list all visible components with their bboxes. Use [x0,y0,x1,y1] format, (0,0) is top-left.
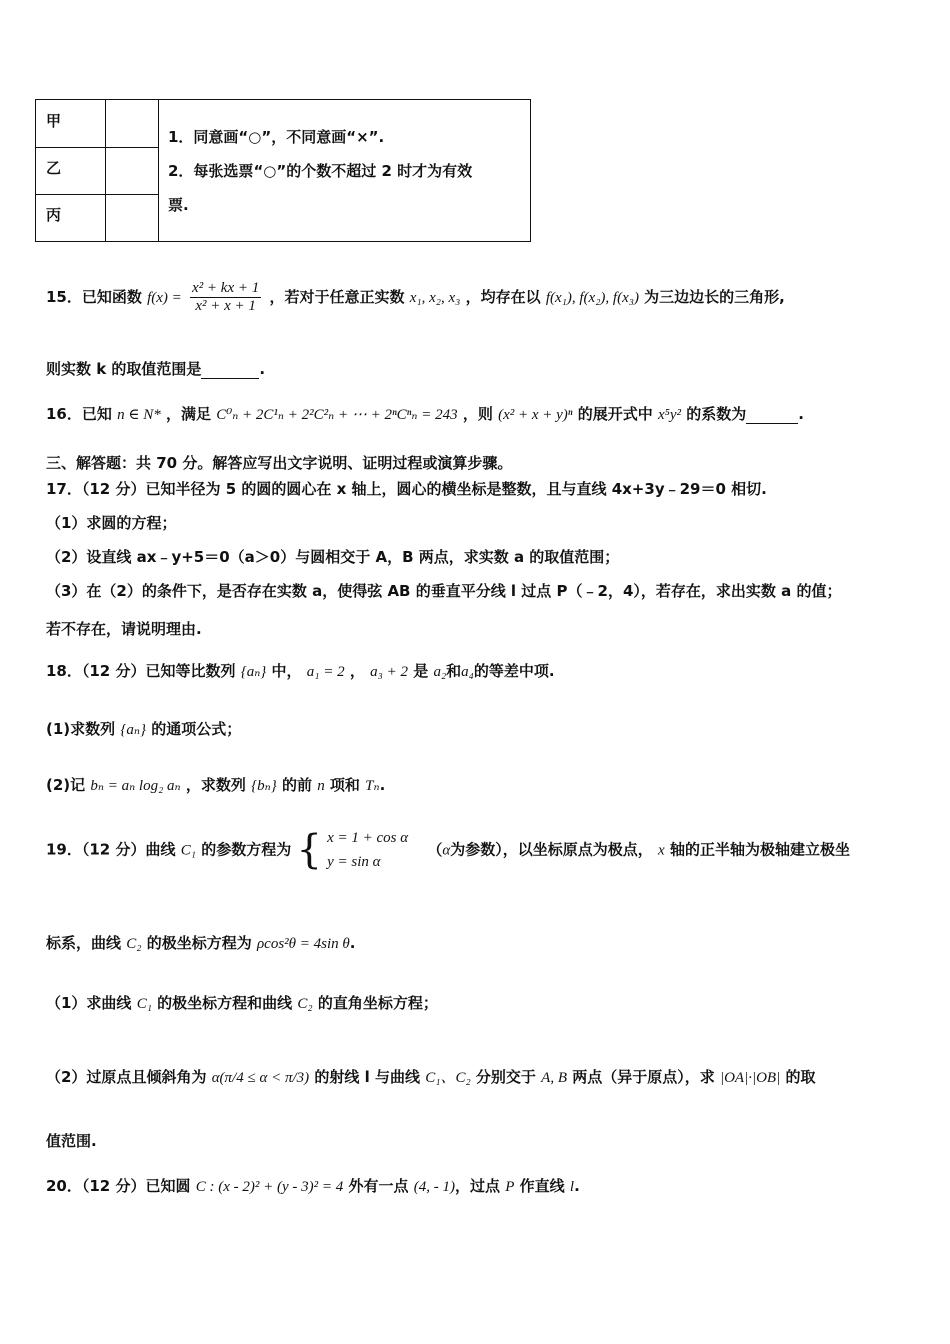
q18-a2: a₂ [433,664,447,680]
question-17: 17．（12 分）已知半径为 5 的圆的圆心在 x 轴上，圆心的横坐标是整数，且与直线 4x+3y﹣29＝0 相切. [46,480,767,498]
q20-point: (4, - 1) [413,1179,455,1195]
text: ，若对于任意正实数 [269,288,405,306]
text: . [379,776,386,794]
q19-c1: C₁ [136,996,152,1012]
note-line: 1．同意画“○”，不同意画“×”. [168,128,385,146]
q18-part1 [46,718,241,739]
text: (1)求数列 [46,720,116,738]
answer-blank[interactable] [201,360,259,379]
q19-c1: C₁ [180,842,196,859]
vote-table [35,99,531,242]
text: 外有一点 [348,1177,409,1195]
vote-note [168,120,523,222]
q17-part2: （2）设直线 ax﹣y+5＝0（a＞0）与圆相交于 A，B 两点，求实数 a 的取值范围； [46,548,620,566]
q15-vars: x₁, x₂, x₃ [409,290,461,306]
q18-seq: {aₙ} [120,722,146,738]
q18-bn: bₙ = aₙ log₂ aₙ [90,778,181,794]
q18-seq: {aₙ} [240,664,267,680]
text: 的取 [785,1068,816,1086]
text: 项和 [329,776,360,794]
q18-n: n [317,778,325,794]
q18-a3: a₃ + 2 [370,664,408,680]
text: 则实数 k 的取值范围是 [46,360,202,378]
question-20 [46,1175,580,1196]
text: ， [349,662,365,680]
question-15-line2 [46,358,265,379]
q15-denominator: x² + x + 1 [195,298,256,314]
q18-a1: a₁ = 2 [306,664,345,680]
text: 20．（12 分）已知圆 [46,1177,191,1195]
text: 轴的正半轴为极轴建立极坐 [669,840,850,859]
text: 中， [271,662,302,680]
q20-circle: C : (x - 2)² + (y - 3)² = 4 [195,1179,344,1195]
q19-line2 [46,932,355,953]
q16-eq: C⁰ₙ + 2C¹ₙ + 2²C²ₙ + ⋯ + 2ⁿCⁿₙ = 243 [216,407,458,423]
q15-fvals: f(x₁), f(x₂), f(x₃) [545,290,639,306]
text: 分别交于 [475,1068,536,1086]
note-line: 票. [168,196,189,214]
section-3-heading: 三、解答题：共 70 分。解答应写出文字说明、证明过程或演算步骤。 [46,454,513,472]
text: . [798,405,804,423]
text: 的等差中项. [473,662,555,680]
text: . [259,360,266,378]
q19-c2: C₂ [126,936,142,952]
vote-cell[interactable] [106,147,159,194]
q18-part2 [46,774,385,795]
q19-polar: ρcos²θ = 4sin θ [256,936,350,952]
q19-part2b: 值范围. [46,1132,97,1150]
q15-number: 15．已知函数 [46,288,142,306]
q16-term: x⁵y² [658,407,682,423]
vote-row-label: 甲 [36,100,106,147]
q19-c1c2: C₁、C₂ [425,1070,471,1086]
q19-alpha: α [442,842,451,859]
text: 的极坐标方程和曲线 [157,994,293,1012]
answer-blank[interactable] [746,405,798,424]
text: 是 [413,662,429,680]
text: ，过点 [454,1177,500,1195]
text: ，均存在以 [465,288,541,306]
text: 的参数方程为 [201,840,292,859]
text: 的直角坐标方程； [317,994,438,1012]
q18-Tn: Tₙ [365,778,380,794]
q19-ab: A, B [541,1070,567,1086]
vote-row-label: 乙 [36,147,106,194]
text: 和 [446,662,462,680]
q19-part1 [46,992,438,1013]
text: (2)记 [46,776,86,794]
text: （1）求曲线 [46,994,132,1012]
question-18 [46,660,555,681]
q16-number: 16．已知 [46,405,112,423]
text: 18．（12 分）已知等比数列 [46,662,236,680]
text: 的展开式中 [577,405,653,423]
text: . [349,934,356,952]
text: （ [427,840,443,859]
question-16 [46,403,804,424]
q15-fraction [190,280,261,315]
q19-prod: |OA|·|OB| [719,1070,781,1086]
vote-row-label: 丙 [36,194,106,241]
text: 作直线 [519,1177,565,1195]
text: 19．（12 分）曲线 [46,840,176,859]
question-15 [46,280,785,315]
q19-eq1: x = 1 + cos α [327,830,409,846]
q18-a4: a₄ [461,664,474,680]
text: 标系，曲线 [46,934,122,952]
left-brace: { [296,827,322,873]
q18-bseq: {bₙ} [251,778,277,794]
text: 的系数为 [686,405,747,423]
q16-expr: (x² + x + y)ⁿ [498,407,573,423]
text: ，则 [462,405,493,423]
text: ，求数列 [185,776,246,794]
q15-numerator: x² + kx + 1 [192,280,260,296]
text: . [574,1177,580,1195]
q20-l: l [569,1179,575,1195]
text: 为参数），以坐标原点为极点， [450,840,653,859]
q19-part2 [46,1066,815,1087]
q17-part3: （3）在（2）的条件下，是否存在实数 a，使得弦 AB 的垂直平分线 l 过点 P（﹣2，4），若存在，求出实数 a 的值； [46,582,842,600]
text: 为三边边长的三角形, [644,288,785,306]
q19-c2: C₂ [297,996,313,1012]
vote-cell[interactable] [106,194,159,241]
text: 的极坐标方程为 [146,934,252,952]
q20-p: P [505,1179,515,1195]
q15-func-lhs: f(x) = [147,290,182,306]
q19-range: α(π/4 ≤ α < π/3) [211,1070,310,1086]
q19-x: x [658,842,665,859]
text: 的前 [281,776,312,794]
text: 的通项公式； [151,720,242,738]
q17-part1: （1）求圆的方程； [46,514,177,532]
text: ，满足 [165,405,211,423]
q16-cond: n ∈ N* [117,407,161,423]
text: 的射线 l 与曲线 [314,1068,420,1086]
q17-part3b: 若不存在，请说明理由. [46,620,202,638]
q19-eq2: y = sin α [327,854,381,870]
note-line: 2．每张选票“○”的个数不超过 2 时才为有效 [168,162,473,180]
vote-cell[interactable] [106,100,159,147]
text: 两点（异于原点），求 [572,1068,715,1086]
question-19 [46,826,850,874]
q19-system [327,826,408,874]
text: （2）过原点且倾斜角为 [46,1068,207,1086]
